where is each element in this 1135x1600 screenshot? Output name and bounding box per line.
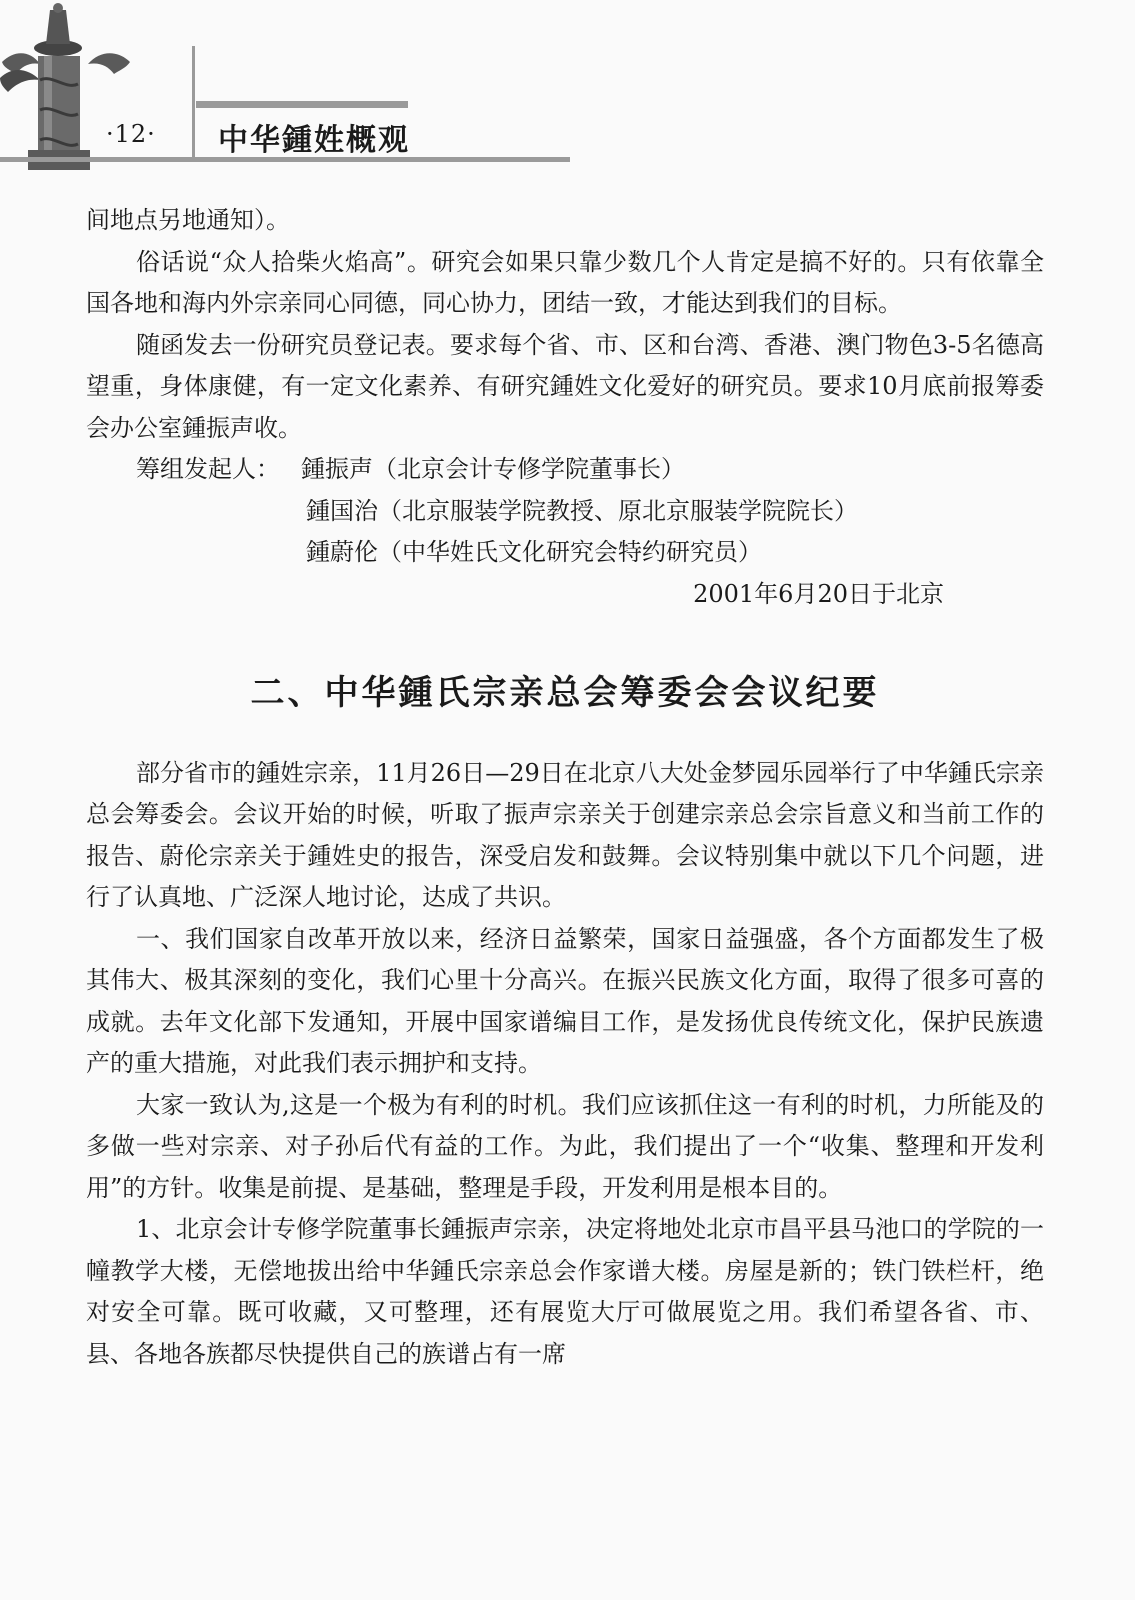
- paragraph: 部分省市的鍾姓宗亲，11月26日—29日在北京八大处金梦园乐园举行了中华鍾氏宗亲总会筹委会。会议开始的时候，听取了振声宗亲关于创建宗亲总会宗旨意义和当前工作的报告、蔚伦宗亲关于鍾姓史的报告，深受启发和鼓舞。会议特别集中就以下几个问题，进行了认真地、广泛深人地讨论，达成了共识。: [86, 758, 1044, 911]
- page-header: [0, 0, 1135, 175]
- page-body: [86, 200, 1044, 1375]
- date-place: 2001年6月20日于北京: [693, 579, 944, 608]
- paragraph: 一、我们国家自改革开放以来，经济日益繁荣，国家日益强盛，各个方面都发生了极其伟大、极其深刻的变化，我们心里十分高兴。在振兴民族文化方面，取得了很多可喜的成就。去年文化部下发通知，开展中国家谱编目工作，是发扬优良传统文化，保护民族遗产的重大措施，对此我们表示拥护和支持。: [86, 924, 1044, 1077]
- paragraph: 随函发去一份研究员登记表。要求每个省、市、区和台湾、香港、澳门物色3-5名德高望重，身体康健，有一定文化素养、有研究鍾姓文化爱好的研究员。要求10月底前报筹委会办公室鍾振声收。: [86, 330, 1044, 442]
- paragraph: 俗话说“众人拾柴火焰高”。研究会如果只靠少数几个人肯定是搞不好的。只有依靠全国各地和海内外宗亲同心同德，同心协力，团结一致，才能达到我们的目标。: [86, 247, 1044, 317]
- section-title: 二、中华鍾氏宗亲总会筹委会会议纪要: [250, 673, 880, 713]
- organizer-name: 鍾蔚伦（中华姓氏文化研究会特约研究员）: [306, 538, 762, 566]
- paragraph: 1、北京会计专修学院董事长鍾振声宗亲，决定将地处北京市昌平县马池口的学院的一幢教学大楼，无偿地拔出给中华鍾氏宗亲总会作家谱大楼。房屋是新的；铁门铁栏杆，绝对安全可靠。既可收藏，又可整理，还有展览大厅可做展览之用。我们希望各省、市、县、各地各族都尽快提供自己的族谱占有一席: [86, 1215, 1044, 1368]
- header-vertical-rule: [192, 46, 195, 158]
- section-body: [86, 753, 1044, 1376]
- page-number: ·12·: [106, 120, 156, 148]
- paragraph: 间地点另地通知）。: [86, 206, 290, 234]
- organizer-name: 鍾振声（北京会计专修学院董事长）: [301, 455, 685, 483]
- organizer-line: [86, 449, 1044, 491]
- header-top-rule: [196, 101, 408, 108]
- paragraph: 大家一致认为,这是一个极为有利的时机。我们应该抓住这一有利的时机，力所能及的多做一些对宗亲、对子孙后代有益的工作。为此，我们提出了一个“收集、整理和开发利用”的方针。收集是前提、是基础，整理是手段，开发利用是根本目的。: [86, 1090, 1044, 1202]
- organizers-label: 筹组发起人：: [136, 455, 280, 483]
- running-title: 中华鍾姓概观: [218, 123, 410, 158]
- organizer-name: 鍾国治（北京服装学院教授、原北京服装学院院长）: [306, 496, 858, 525]
